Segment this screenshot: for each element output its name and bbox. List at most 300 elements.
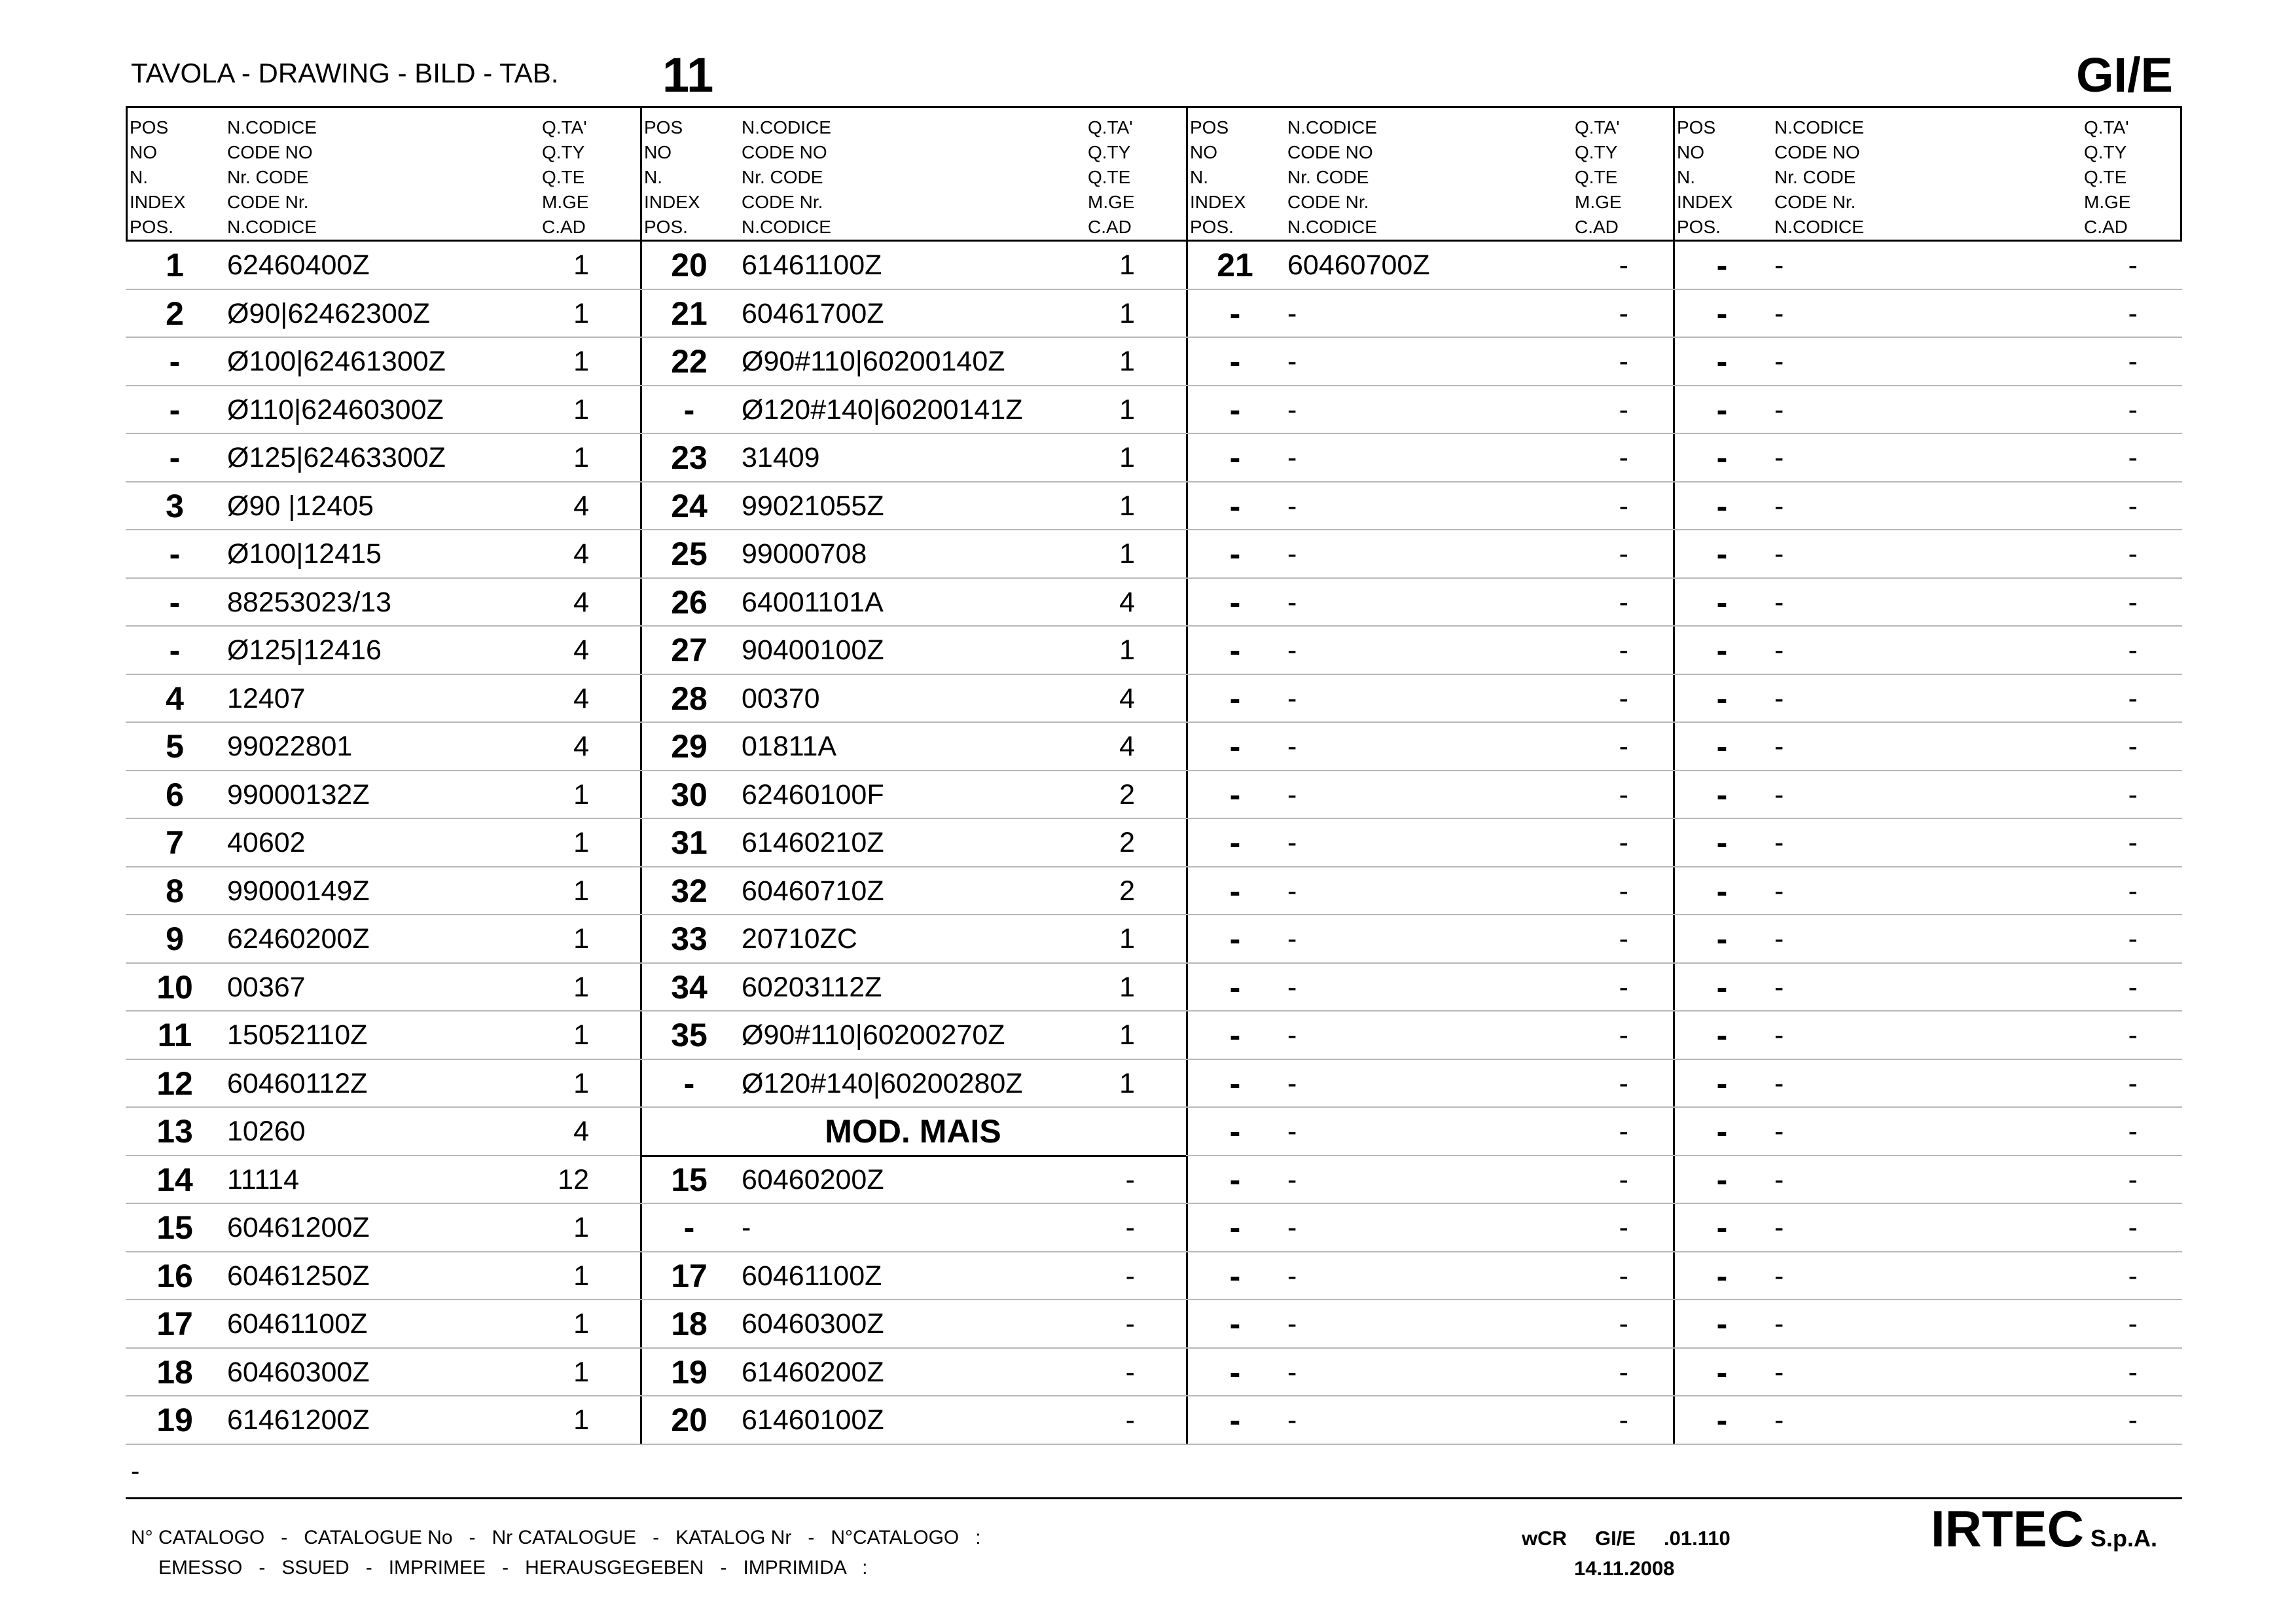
quantity: - xyxy=(1125,1308,1135,1340)
part-code: Ø100|62461300Z xyxy=(227,346,446,377)
part-code: - xyxy=(1774,634,1784,666)
column-header-code: N.CODICE CODE NO Nr. CODE CODE Nr. N.CODICE xyxy=(1287,117,1377,237)
pos-number: - xyxy=(1229,536,1241,572)
pos-number: 17 xyxy=(156,1305,193,1342)
company-name xyxy=(1931,1499,2157,1559)
part-code: 99022801 xyxy=(227,731,353,762)
quantity: - xyxy=(1619,249,1628,281)
pos-number: - xyxy=(1229,1257,1241,1294)
table-border-left xyxy=(126,106,128,240)
pos-number: - xyxy=(1229,487,1241,524)
part-code: - xyxy=(1287,1019,1297,1051)
row-separator xyxy=(126,962,2182,964)
part-code: - xyxy=(1287,1163,1297,1195)
part-code: - xyxy=(1287,1308,1297,1340)
quantity: 1 xyxy=(573,1356,589,1388)
row-separator xyxy=(126,625,2182,627)
row-separator xyxy=(126,1251,2182,1252)
pos-number: 20 xyxy=(671,1402,708,1438)
pos-number: - xyxy=(1229,1161,1241,1198)
table-number: 11 xyxy=(662,48,714,102)
pos-number: - xyxy=(683,391,695,428)
pos-number: 21 xyxy=(1217,247,1253,283)
pos-number: 15 xyxy=(156,1209,193,1246)
part-code: 01811A xyxy=(742,731,837,762)
pos-number: - xyxy=(1229,1113,1241,1150)
part-code: 60460700Z xyxy=(1287,249,1430,281)
column-header-qty: Q.TA' Q.TY Q.TE M.GE C.AD xyxy=(1575,117,1622,237)
quantity: - xyxy=(2128,249,2138,281)
part-code: - xyxy=(1774,1019,1784,1051)
quantity: - xyxy=(1619,923,1628,955)
part-code: - xyxy=(1287,490,1297,522)
quantity: 1 xyxy=(1119,1019,1135,1051)
quantity: 4 xyxy=(573,1116,589,1147)
part-code: 99021055Z xyxy=(742,490,884,522)
pos-number: - xyxy=(1229,1065,1241,1102)
quantity: - xyxy=(2128,827,2138,858)
quantity: - xyxy=(2128,971,2138,1003)
part-code: 99000149Z xyxy=(227,875,370,907)
quantity: 2 xyxy=(1119,778,1135,811)
part-code: 61460210Z xyxy=(742,827,884,858)
part-code: 60460112Z xyxy=(227,1067,368,1099)
part-code: 61461100Z xyxy=(742,249,882,281)
part-code: - xyxy=(1287,778,1297,811)
pos-number: 13 xyxy=(156,1113,193,1150)
pos-number: - xyxy=(1229,583,1241,621)
pos-number: - xyxy=(1716,872,1728,909)
pos-number: - xyxy=(1716,680,1728,717)
quantity: 1 xyxy=(573,1212,589,1243)
pos-number: - xyxy=(1229,1353,1241,1391)
quantity: 1 xyxy=(573,1308,589,1340)
pos-number: 4 xyxy=(166,680,184,717)
quantity: 4 xyxy=(573,731,589,762)
quantity: - xyxy=(2128,393,2138,426)
part-code: - xyxy=(1774,393,1784,426)
pos-number: - xyxy=(1716,536,1728,572)
part-code: - xyxy=(742,1212,751,1243)
pos-number: - xyxy=(1229,343,1241,380)
quantity: - xyxy=(1619,1260,1628,1292)
pos-number: 10 xyxy=(156,968,193,1006)
pos-number: - xyxy=(1716,1161,1728,1198)
quantity: 1 xyxy=(1119,297,1135,329)
column-header-pos: POS NO N. INDEX POS. xyxy=(644,117,700,237)
header-divider xyxy=(126,240,2182,242)
quantity: - xyxy=(1619,1404,1628,1436)
part-code: 62460100F xyxy=(742,778,884,811)
part-code: - xyxy=(1774,1067,1784,1099)
row-separator xyxy=(126,770,2182,771)
column-header-code: N.CODICE CODE NO Nr. CODE CODE Nr. N.CODICE xyxy=(227,117,317,237)
quantity: 4 xyxy=(573,586,589,618)
part-code: - xyxy=(1774,586,1784,618)
pos-number: 18 xyxy=(671,1305,708,1342)
quantity: 4 xyxy=(1119,586,1135,618)
pos-number: - xyxy=(1229,680,1241,717)
quantity: 1 xyxy=(1119,346,1135,377)
quantity: 1 xyxy=(573,249,589,281)
quantity: 1 xyxy=(573,827,589,858)
part-code: Ø90#110|60200270Z xyxy=(742,1019,1005,1051)
pos-number: 15 xyxy=(671,1161,708,1198)
issued-label: EMESSO - SSUED - IMPRIMEE - HERAUSGEGEBEN - IMPRIMIDA : xyxy=(158,1557,868,1578)
quantity: - xyxy=(1619,1067,1628,1099)
part-code: - xyxy=(1287,1067,1297,1099)
part-code: - xyxy=(1287,923,1297,955)
quantity: - xyxy=(1125,1163,1135,1195)
pos-number: 18 xyxy=(156,1353,193,1391)
row-separator xyxy=(126,818,2182,819)
quantity: - xyxy=(2128,682,2138,714)
pos-number: - xyxy=(1229,1402,1241,1438)
quantity: - xyxy=(1619,1212,1628,1243)
pos-number: 17 xyxy=(671,1257,708,1294)
pos-number: 11 xyxy=(157,1017,192,1053)
column-header-pos: POS NO N. INDEX POS. xyxy=(1190,117,1246,237)
quantity: - xyxy=(1619,586,1628,618)
quantity: 2 xyxy=(1119,827,1135,858)
catalogue-value: wCR GI/E .01.110 xyxy=(1522,1527,1731,1550)
part-code: - xyxy=(1774,778,1784,811)
quantity: 4 xyxy=(573,538,589,570)
quantity: 4 xyxy=(1119,682,1135,714)
quantity: - xyxy=(1619,1116,1628,1147)
quantity: - xyxy=(2128,1356,2138,1388)
quantity: - xyxy=(1619,442,1628,473)
pos-number: 6 xyxy=(166,776,184,813)
quantity: 12 xyxy=(558,1163,589,1195)
quantity: 1 xyxy=(573,346,589,377)
part-code: - xyxy=(1287,1116,1297,1147)
part-code: - xyxy=(1774,827,1784,858)
quantity: - xyxy=(1619,875,1628,907)
quantity: - xyxy=(2128,442,2138,473)
pos-number: - xyxy=(1716,824,1728,861)
pos-number: - xyxy=(1716,632,1728,668)
part-code: Ø125|62463300Z xyxy=(227,442,446,473)
pos-number: - xyxy=(683,1065,695,1102)
quantity: - xyxy=(2128,538,2138,570)
quantity: - xyxy=(1619,971,1628,1003)
quantity: - xyxy=(2128,1019,2138,1051)
quantity: - xyxy=(1619,634,1628,666)
pos-number: - xyxy=(1716,439,1728,476)
part-code: - xyxy=(1774,682,1784,714)
quantity: 4 xyxy=(1119,731,1135,762)
part-code: 60460200Z xyxy=(742,1163,884,1195)
quantity: 1 xyxy=(573,923,589,955)
column-header-qty: Q.TA' Q.TY Q.TE M.GE C.AD xyxy=(1088,117,1135,237)
pos-number: - xyxy=(1716,1353,1728,1391)
part-code: 40602 xyxy=(227,827,306,858)
pos-number: 29 xyxy=(671,728,708,765)
part-code: 20710ZC xyxy=(742,923,857,955)
part-code: - xyxy=(1774,971,1784,1003)
quantity: - xyxy=(1125,1212,1135,1243)
quantity: - xyxy=(1619,297,1628,329)
column-header-qty: Q.TA' Q.TY Q.TE M.GE C.AD xyxy=(542,117,589,237)
part-code: 61460100Z xyxy=(742,1404,884,1436)
pos-number: - xyxy=(1229,295,1241,332)
row-separator xyxy=(126,1299,2182,1300)
quantity: 1 xyxy=(1119,923,1135,955)
quantity: - xyxy=(1619,346,1628,377)
part-code: 60461200Z xyxy=(227,1212,370,1243)
pos-number: - xyxy=(1716,1257,1728,1294)
column-header-pos: POS NO N. INDEX POS. xyxy=(1677,117,1733,237)
pos-number: - xyxy=(169,439,181,476)
quantity: - xyxy=(1125,1404,1135,1436)
pos-number: 26 xyxy=(671,583,708,621)
pos-number: - xyxy=(1716,1402,1728,1438)
pos-number: 8 xyxy=(166,872,184,909)
pos-number: - xyxy=(1716,921,1728,957)
pos-number: - xyxy=(1229,439,1241,476)
part-code: 61460200Z xyxy=(742,1356,884,1388)
pos-number: - xyxy=(1716,247,1728,283)
pos-number: 35 xyxy=(671,1017,708,1053)
part-code: 61461200Z xyxy=(227,1404,370,1436)
part-code: 90400100Z xyxy=(742,634,884,666)
table-border-top xyxy=(126,106,2182,108)
part-code: - xyxy=(1287,827,1297,858)
quantity: - xyxy=(2128,1404,2138,1436)
quantity: - xyxy=(1619,731,1628,762)
pos-number: - xyxy=(1716,968,1728,1006)
quantity: - xyxy=(2128,490,2138,522)
part-code: - xyxy=(1774,1356,1784,1388)
pos-number: - xyxy=(169,583,181,621)
company-logo-text: IRTEC xyxy=(1931,1500,2084,1558)
part-code: 12407 xyxy=(227,682,306,714)
pos-number: - xyxy=(1716,391,1728,428)
quantity: - xyxy=(2128,297,2138,329)
quantity: 1 xyxy=(1119,490,1135,522)
note: - xyxy=(131,1457,140,1486)
pos-number: - xyxy=(1716,776,1728,813)
quantity: - xyxy=(2128,634,2138,666)
quantity: 1 xyxy=(573,1260,589,1292)
pos-number: 31 xyxy=(671,824,708,861)
quantity: - xyxy=(2128,1308,2138,1340)
quantity: 1 xyxy=(573,778,589,811)
pos-number: 5 xyxy=(166,728,184,765)
pos-number: 30 xyxy=(671,776,708,813)
quantity: 4 xyxy=(573,490,589,522)
quantity: - xyxy=(1619,1356,1628,1388)
part-code: 60460710Z xyxy=(742,875,884,907)
part-code: Ø100|12415 xyxy=(227,538,382,570)
part-code: 11114 xyxy=(227,1163,299,1195)
part-code: - xyxy=(1287,731,1297,762)
quantity: 1 xyxy=(1119,442,1135,473)
quantity: - xyxy=(1619,778,1628,811)
quantity: 1 xyxy=(1119,393,1135,426)
quantity: - xyxy=(2128,875,2138,907)
part-code: Ø90 |12405 xyxy=(227,490,374,522)
row-separator xyxy=(126,289,2182,290)
part-code: - xyxy=(1774,249,1784,281)
part-code: - xyxy=(1287,1356,1297,1388)
pos-number: 19 xyxy=(671,1353,708,1391)
part-code: 64001101A xyxy=(742,586,884,618)
quantity: - xyxy=(2128,731,2138,762)
pos-number: - xyxy=(1229,1305,1241,1342)
quantity: - xyxy=(2128,586,2138,618)
model-code: GI/E xyxy=(2075,48,2173,102)
pos-number: 24 xyxy=(671,487,708,524)
pos-number: 1 xyxy=(166,247,184,283)
part-code: - xyxy=(1287,682,1297,714)
part-code: 00367 xyxy=(227,971,306,1003)
pos-number: 32 xyxy=(671,872,708,909)
part-code: - xyxy=(1774,1308,1784,1340)
drawing-label: TAVOLA - DRAWING - BILD - TAB. xyxy=(131,58,559,88)
column-header-qty: Q.TA' Q.TY Q.TE M.GE C.AD xyxy=(2084,117,2131,237)
row-separator xyxy=(126,1395,2182,1396)
quantity: 1 xyxy=(573,875,589,907)
quantity: 1 xyxy=(573,297,589,329)
part-code: 10260 xyxy=(227,1116,306,1147)
pos-number: - xyxy=(1229,872,1241,909)
part-code: 60461700Z xyxy=(742,297,884,329)
quantity: 1 xyxy=(573,971,589,1003)
row-separator xyxy=(126,914,2182,915)
quantity: 1 xyxy=(573,1404,589,1436)
part-code: - xyxy=(1774,875,1784,907)
part-code: 99000132Z xyxy=(227,778,370,811)
row-separator xyxy=(126,1059,2182,1060)
pos-number: - xyxy=(1716,487,1728,524)
row-separator xyxy=(126,529,2182,530)
part-code: - xyxy=(1774,442,1784,473)
pos-number: - xyxy=(1229,824,1241,861)
part-code: 15052110Z xyxy=(227,1019,368,1051)
pos-number: - xyxy=(1716,1209,1728,1246)
pos-number: - xyxy=(1229,632,1241,668)
quantity: - xyxy=(1619,393,1628,426)
part-code: 60461250Z xyxy=(227,1260,370,1292)
catalogue-label: N° CATALOGO - CATALOGUE No - Nr CATALOGUE - KATALOG Nr - N°CATALOGO : xyxy=(131,1527,981,1548)
quantity: - xyxy=(2128,778,2138,811)
quantity: - xyxy=(2128,1067,2138,1099)
pos-number: - xyxy=(169,391,181,428)
quantity: 1 xyxy=(573,442,589,473)
quantity: - xyxy=(2128,923,2138,955)
quantity: 4 xyxy=(573,682,589,714)
pos-number: 34 xyxy=(671,968,708,1006)
quantity: - xyxy=(2128,1260,2138,1292)
pos-number: - xyxy=(1716,1305,1728,1342)
pos-number: - xyxy=(1716,583,1728,621)
quantity: - xyxy=(2128,1116,2138,1147)
quantity: 2 xyxy=(1119,875,1135,907)
part-code: - xyxy=(1774,1404,1784,1436)
company-suffix: S.p.A. xyxy=(2084,1525,2158,1552)
issued-date: 14.11.2008 xyxy=(1574,1557,1675,1580)
row-separator xyxy=(126,1203,2182,1204)
row-separator xyxy=(126,577,2182,579)
quantity: - xyxy=(1619,682,1628,714)
quantity: 4 xyxy=(573,634,589,666)
pos-number: 33 xyxy=(671,921,708,957)
part-code: - xyxy=(1287,586,1297,618)
part-code: - xyxy=(1287,297,1297,329)
quantity: 1 xyxy=(573,1019,589,1051)
column-header-code: N.CODICE CODE NO Nr. CODE CODE Nr. N.CODICE xyxy=(742,117,831,237)
quantity: - xyxy=(2128,1163,2138,1195)
quantity: 1 xyxy=(1119,249,1135,281)
part-code: - xyxy=(1287,442,1297,473)
pos-number: - xyxy=(1716,1065,1728,1102)
pos-number: - xyxy=(683,1209,695,1246)
part-code: 60460300Z xyxy=(742,1308,884,1340)
pos-number: - xyxy=(169,632,181,668)
part-code: - xyxy=(1774,297,1784,329)
quantity: - xyxy=(2128,1212,2138,1243)
part-code: - xyxy=(1774,346,1784,377)
pos-number: 14 xyxy=(156,1161,193,1198)
part-code: 60460300Z xyxy=(227,1356,370,1388)
part-code: - xyxy=(1774,1116,1784,1147)
part-code: Ø120#140|60200141Z xyxy=(742,393,1023,426)
column-header-pos: POS NO N. INDEX POS. xyxy=(130,117,186,237)
pos-number: 27 xyxy=(671,632,708,668)
part-code: 60461100Z xyxy=(742,1260,882,1292)
pos-number: - xyxy=(1716,1017,1728,1053)
row-separator xyxy=(126,1347,2182,1349)
part-code: 31409 xyxy=(742,442,820,473)
part-code: 62460400Z xyxy=(227,249,370,281)
part-code: - xyxy=(1774,923,1784,955)
pos-number: 16 xyxy=(156,1257,193,1294)
quantity: - xyxy=(2128,346,2138,377)
pos-number: 22 xyxy=(671,343,708,380)
pos-number: - xyxy=(1716,343,1728,380)
row-separator xyxy=(126,866,2182,867)
part-code: Ø120#140|60200280Z xyxy=(742,1067,1023,1099)
pos-number: - xyxy=(1716,1113,1728,1150)
pos-number: 21 xyxy=(671,295,708,332)
part-code: - xyxy=(1774,538,1784,570)
column-header-code: N.CODICE CODE NO Nr. CODE CODE Nr. N.CODICE xyxy=(1774,117,1864,237)
part-code: 60203112Z xyxy=(742,971,882,1003)
pos-number: 20 xyxy=(671,247,708,283)
quantity: 1 xyxy=(573,1067,589,1099)
part-code: 88253023/13 xyxy=(227,586,392,618)
part-code: - xyxy=(1287,634,1297,666)
pos-number: - xyxy=(1229,728,1241,765)
part-code: - xyxy=(1774,1260,1784,1292)
part-code: Ø125|12416 xyxy=(227,634,382,666)
quantity: - xyxy=(1619,1163,1628,1195)
pos-number: - xyxy=(1229,391,1241,428)
quantity: - xyxy=(1619,1019,1628,1051)
row-separator xyxy=(126,1010,2182,1012)
pos-number: - xyxy=(1229,968,1241,1006)
footer-divider xyxy=(126,1497,2182,1499)
part-code: - xyxy=(1774,1163,1784,1195)
table-border-right xyxy=(2180,106,2182,240)
part-code: - xyxy=(1287,393,1297,426)
quantity: - xyxy=(1619,1308,1628,1340)
pos-number: - xyxy=(1229,1017,1241,1053)
part-code: - xyxy=(1287,1260,1297,1292)
part-code: - xyxy=(1287,538,1297,570)
